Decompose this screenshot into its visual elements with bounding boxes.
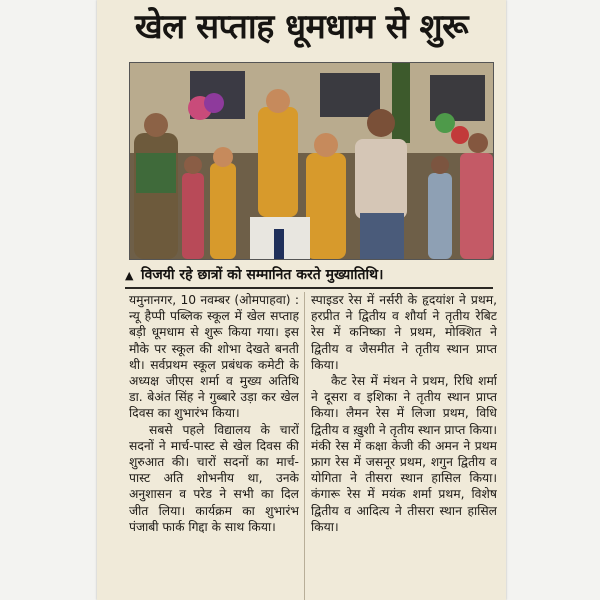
article-column-right xyxy=(311,292,497,600)
photo-caption xyxy=(125,265,493,285)
arrow-up-icon: ▲ xyxy=(125,269,134,282)
caption-text: विजयी रहे छात्रों को सम्मानित करते मुख्यातिथि। xyxy=(141,267,384,283)
article-paragraph: सबसे पहले विद्यालय के चारों सदनों ने मार्च-पास्ट से खेल दिवस की शुरुआत की। चारों सदनों का मार्च-पास्ट अति शोभनीय था, उनके अनुशासन व परेड ने सभी का दिल जीत लिया। कार्यक्रम का शुभारंभ पंजाबी फार्क गिद्दा के साथ किया। xyxy=(129,422,299,534)
caption-rule xyxy=(125,287,493,289)
news-photo xyxy=(129,62,494,260)
newspaper-clipping xyxy=(97,0,506,600)
photo-illustration xyxy=(130,63,493,259)
article-paragraph: स्पाइडर रेस में नर्सरी के हृदयांश ने प्रथम, हरप्रीत ने द्वितीय व शौर्या ने तृतीय रेबिट रेस में कनिष्का ने प्रथम, मोक्शित ने द्वितीय व जैसमीत ने तृतीय स्थान प्राप्त किया। xyxy=(311,293,497,372)
article-paragraph: यमुनानगर, 10 नवम्बर (ओमपाहवा) : न्यू हैप्पी पब्लिक स्कूल में खेल सप्ताह बड़ी धूमधाम से शुरू किया गया। इस मौके पर स्कूल की शोभा देखते बनती थी। सर्वप्रथम स्कूल प्रबंधक कमेटी के अध्यक्ष जीएस शर्मा व मुख्य अतिथि डा. बेअंत सिंह ने गुब्बारे उड़ा कर खेल दिवस का शुभारंभ किया। xyxy=(129,293,299,421)
column-divider xyxy=(304,292,305,600)
article-paragraph: कैट रेस में मंथन ने प्रथम, रिधि शर्मा ने दूसरा व इशिका ने तृतीय स्थान प्राप्त किया। लैमन रेस में लिजा प्रथम, विधि द्वितीय व ख़ुशी ने तृतीय स्थान प्राप्त किया। मंकी रेस में कक्षा केजी की अमन ने प्रथम फ्राग रेस में जसनूर प्रथम, शगुन द्वितीय व योगिता ने तीसरा स्थान हासिल किया। कंगारू रेस में मयंक शर्मा प्रथम, विशेष द्वितीय व आदित्य ने तीसरा स्थान हासिल किया। xyxy=(311,374,497,534)
headline: खेल सप्ताह धूमधाम से शुरू xyxy=(134,7,469,47)
article-column-left xyxy=(129,292,299,600)
